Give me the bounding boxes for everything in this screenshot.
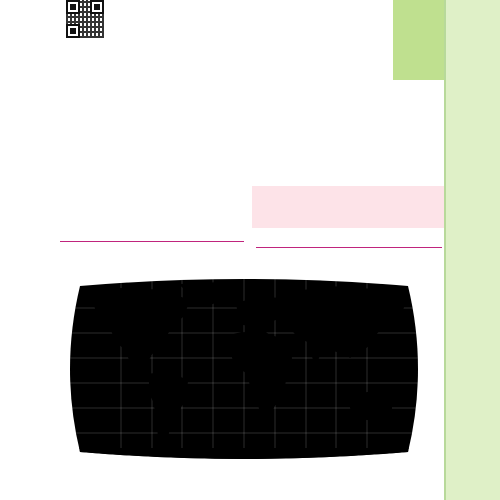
did-you-know-box	[252, 186, 444, 228]
heading-rule	[256, 247, 442, 248]
world-map-svg	[60, 278, 428, 460]
qr-code[interactable]	[66, 0, 104, 48]
chapter-badge	[393, 0, 444, 80]
world-map	[60, 278, 428, 460]
qr-finder	[66, 24, 80, 38]
antarctica-shape	[60, 448, 428, 460]
right-margin-strip	[444, 0, 500, 500]
strip-edge	[444, 0, 446, 500]
qr-finder	[90, 0, 104, 14]
heading-rule	[60, 241, 244, 242]
qr-finder	[66, 0, 80, 14]
